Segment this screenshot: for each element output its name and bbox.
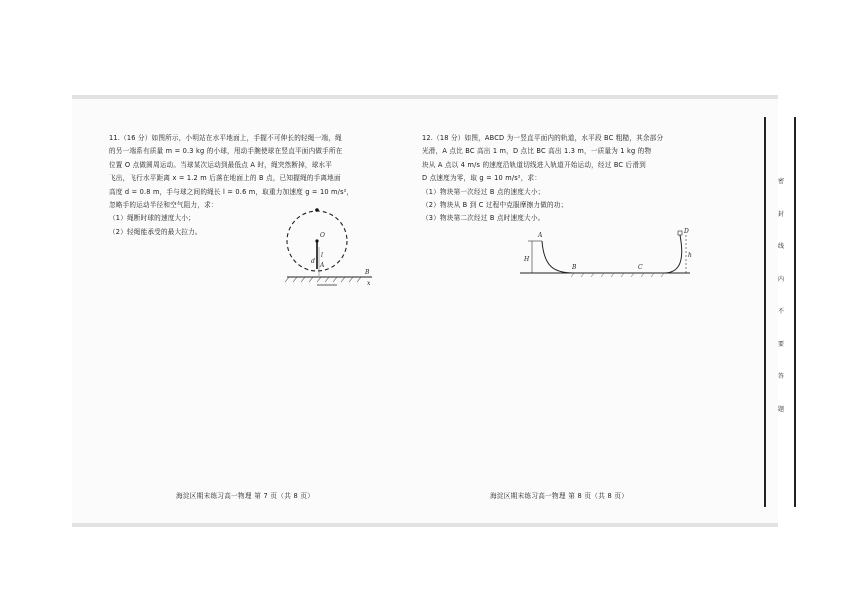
q12-line-3: 块从 A 点以 4 m/s 的速度沿轨道切线进入轨道开始运动，经过 BC 后滑到 xyxy=(422,160,646,169)
track-hatch xyxy=(571,273,664,277)
label-d: d xyxy=(311,258,315,265)
label-b: B xyxy=(572,264,577,271)
q11-line-1: 11.（16 分）如图所示，小明站在水平地面上，手握不可伸长的轻绳一端，绳 xyxy=(109,134,342,142)
q12-diagram xyxy=(514,227,694,287)
question-12 xyxy=(422,132,712,226)
q12-sub-3: （3）物块第二次经过 B 点时速度大小。 xyxy=(422,214,545,223)
seal-text xyxy=(774,117,788,507)
seal-char-3: 线 xyxy=(777,243,784,250)
hand-point xyxy=(315,239,318,242)
q12-line-4: D 点速度为零，取 g = 10 m/s²，求： xyxy=(422,174,542,183)
q11-sub-2: （2）轻绳能承受的最大拉力。 xyxy=(109,227,202,236)
seal-char-1: 密 xyxy=(777,178,784,185)
q12-line-2: 光滑，A 点比 BC 高出 1 m，D 点比 BC 高出 1.3 m，一质量为 1 kg 的物 xyxy=(422,147,652,156)
q11-line-3: 位置 O 点做圆周运动。当球某次运动到最低点 A 时，绳突然断掉，球水平 xyxy=(109,160,333,169)
label-x: x xyxy=(367,280,371,287)
label-a: A xyxy=(320,262,325,269)
q12-sub-1: （1）物块第一次经过 B 点的速度大小； xyxy=(422,187,545,196)
label-a: A xyxy=(538,232,543,239)
binding-line-inner xyxy=(794,117,796,507)
q11-line-4: 飞出，飞行水平距离 x = 1.2 m 后落在地面上的 B 点，已知握绳的手离地面 xyxy=(109,174,341,183)
binding-margin xyxy=(760,117,800,507)
q11-line-5: 高度 d = 0.8 m，手与球之间的绳长 l = 0.6 m，取重力加速度 g = 10 m/s²， xyxy=(109,187,354,196)
label-o: O xyxy=(320,232,325,239)
seal-char-7: 答 xyxy=(777,373,784,380)
right-curve xyxy=(664,235,682,273)
seal-char-6: 要 xyxy=(777,340,784,348)
seal-char-5: 不 xyxy=(777,308,784,315)
seal-char-4: 内 xyxy=(777,275,784,283)
q11-sub-1: （1）绳断时球的速度大小； xyxy=(109,214,195,223)
label-d: D xyxy=(684,228,689,235)
label-b: B xyxy=(365,269,370,276)
q12-line-1: 12.（18 分）如图，ABCD 为一竖直平面内的轨道，水平段 BC 粗糙，其余部分 xyxy=(422,134,664,142)
label-c: C xyxy=(638,264,643,271)
ball-top xyxy=(315,208,319,212)
q11-line-2: 的另一端系有质量 m = 0.3 kg 的小球，甩动手腕使球在竖直平面内做手所在 xyxy=(109,147,343,156)
exam-sheet xyxy=(72,95,784,527)
seal-char-8: 题 xyxy=(777,405,784,413)
q11-line-6: 忽略手的运动半径和空气阻力，求： xyxy=(109,201,218,210)
footer-left: 海淀区期末练习高一物理 第 7 页（共 8 页） xyxy=(176,492,315,500)
footer-right: 海淀区期末练习高一物理 第 8 页（共 8 页） xyxy=(490,492,629,500)
q11-diagram xyxy=(277,207,387,297)
label-h: H xyxy=(524,256,530,263)
block-at-d xyxy=(678,231,682,235)
label-h2: h xyxy=(688,252,692,259)
ground-hatch xyxy=(285,277,361,282)
label-l: l xyxy=(321,252,323,259)
binding-line-outer xyxy=(764,117,766,507)
left-curve xyxy=(542,241,574,273)
seal-char-2: 封 xyxy=(777,210,784,218)
q12-sub-2: （2）物块从 B 到 C 过程中克服摩擦力做的功； xyxy=(422,201,568,210)
